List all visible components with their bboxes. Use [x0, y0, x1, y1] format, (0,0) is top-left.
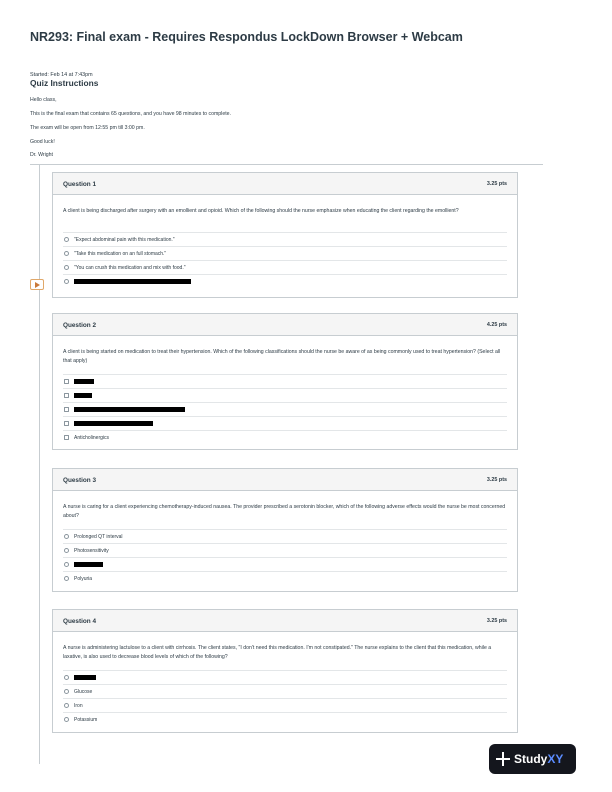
redacted-answer	[74, 675, 96, 680]
instructions-line: Hello class,	[30, 97, 57, 103]
radio-button[interactable]	[64, 265, 69, 270]
question-title: Question 2	[63, 322, 97, 329]
instructions-line: Good luck!	[30, 139, 55, 145]
answer-label: Glucose	[74, 688, 93, 695]
radio-button[interactable]	[64, 576, 69, 581]
flag-question-button[interactable]	[30, 279, 44, 290]
radio-button[interactable]	[64, 279, 69, 284]
redacted-answer	[74, 562, 103, 567]
answer-label: Prolonged QT interval	[74, 533, 123, 540]
question-title: Question 3	[63, 477, 97, 484]
question-text: A client is being started on medication to treat their hypertension. Which of the following classifications should the nurse be aware of as being commonly used to treat hypertension? (Select all that apply)	[63, 349, 501, 364]
answer-option[interactable]	[63, 402, 507, 416]
question-header	[53, 610, 517, 632]
redacted-answer	[74, 393, 92, 398]
instructions-line: Dr. Wright	[30, 152, 53, 158]
answer-option[interactable]	[63, 670, 507, 684]
answer-label: Anticholinergics	[74, 434, 110, 441]
redacted-answer	[74, 407, 185, 412]
question-text: A nurse is caring for a client experiencing chemotherapy-induced nausea. The provider prescribed a serotonin blocker, which of the following adverse effects would the nurse be most concerned about?	[63, 504, 506, 519]
radio-button[interactable]	[64, 703, 69, 708]
radio-button[interactable]	[64, 251, 69, 256]
question-card-4	[52, 609, 518, 733]
question-points: 3.25 pts	[486, 618, 507, 624]
studyxy-watermark	[489, 744, 576, 774]
answer-label: "You can crush this medication and mix with food."	[74, 264, 186, 271]
question-text: A nurse is administering lactulose to a client with cirrhosis. The client states, "I don't need this medication. I'm not constipated." The nurse explains to the client that this medication, while a laxative, is also used to decrease blood levels of which of the following?	[63, 645, 492, 660]
answer-option[interactable]	[63, 374, 507, 388]
question-points: 4.25 pts	[486, 322, 507, 328]
radio-button[interactable]	[64, 534, 69, 539]
question-header	[53, 314, 517, 336]
answer-option[interactable]	[63, 430, 507, 444]
radio-button[interactable]	[64, 675, 69, 680]
answer-label: "Take this medication on an full stomach."	[74, 250, 167, 257]
radio-button[interactable]	[64, 548, 69, 553]
instructions-line: This is the final exam that contains 65 questions, and you have 98 minutes to complete.	[30, 111, 231, 117]
answer-label: Potassium	[74, 716, 98, 723]
quiz-instructions-heading: Quiz Instructions	[30, 78, 99, 88]
answer-option[interactable]	[63, 684, 507, 698]
redacted-answer	[74, 279, 191, 284]
page-title: NR293: Final exam - Requires Respondus LockDown Browser + Webcam	[30, 30, 463, 44]
started-timestamp: Started: Feb 14 at 7:43pm	[30, 72, 93, 78]
question-card-3	[52, 468, 518, 592]
question-card-2	[52, 313, 518, 450]
answer-option[interactable]	[63, 712, 507, 726]
question-title: Question 1	[63, 181, 97, 188]
redacted-answer	[74, 421, 153, 426]
checkbox[interactable]	[64, 407, 69, 412]
answer-option[interactable]	[63, 529, 507, 543]
radio-button[interactable]	[64, 562, 69, 567]
redacted-answer	[74, 379, 94, 384]
checkbox[interactable]	[64, 393, 69, 398]
answer-option[interactable]	[63, 557, 507, 571]
answer-option[interactable]	[63, 260, 507, 274]
flag-question-icon	[35, 282, 40, 288]
answer-option[interactable]	[63, 698, 507, 712]
plus-icon	[502, 752, 504, 766]
answer-option[interactable]	[63, 388, 507, 402]
answer-option[interactable]	[63, 246, 507, 260]
instructions-line: The exam will be open from 12:55 pm till 3:00 pm.	[30, 125, 145, 131]
question-text: A client is being discharged after surgery with an emollient and opioid. Which of the following should the nurse emphasize when educating the client regarding the emollient?	[63, 208, 459, 214]
radio-button[interactable]	[64, 717, 69, 722]
checkbox[interactable]	[64, 421, 69, 426]
answer-option[interactable]	[63, 232, 507, 246]
question-card-1	[52, 172, 518, 298]
question-header	[53, 469, 517, 491]
answer-label: "Expect abdominal pain with this medication."	[74, 236, 175, 243]
checkbox[interactable]	[64, 435, 69, 440]
answer-label: Iron	[74, 702, 83, 709]
question-points: 3.25 pts	[486, 181, 507, 187]
question-header	[53, 173, 517, 195]
divider	[30, 164, 543, 165]
question-list-rail	[39, 164, 40, 764]
radio-button[interactable]	[64, 689, 69, 694]
brand-name: StudyXY	[514, 752, 564, 766]
answer-label: Polyuria	[74, 575, 93, 582]
answer-option[interactable]	[63, 274, 507, 288]
answer-option[interactable]	[63, 543, 507, 557]
answer-label: Photosensitivity	[74, 547, 109, 554]
answer-option[interactable]	[63, 571, 507, 585]
answer-option[interactable]	[63, 416, 507, 430]
checkbox[interactable]	[64, 379, 69, 384]
radio-button[interactable]	[64, 237, 69, 242]
question-points: 3.25 pts	[486, 477, 507, 483]
question-title: Question 4	[63, 618, 97, 625]
